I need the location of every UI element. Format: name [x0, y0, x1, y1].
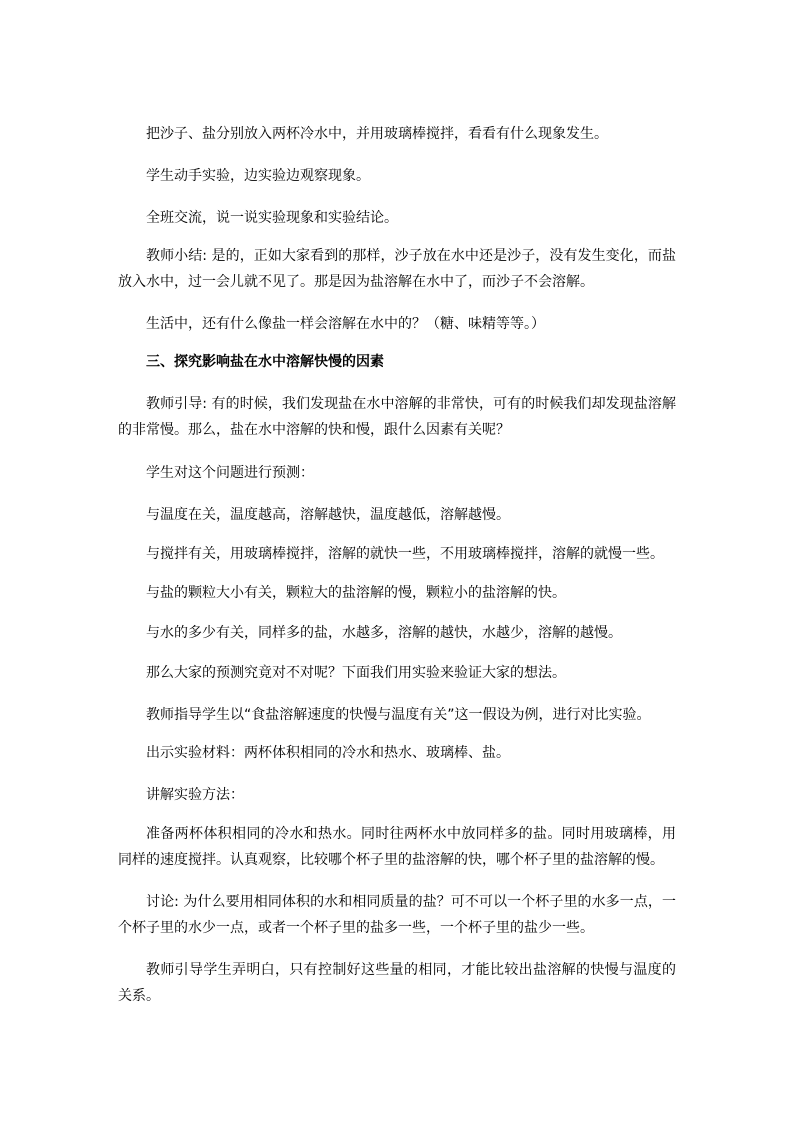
paragraph-verify-prediction: 那么大家的预测究竟对不对呢？下面我们用实验来验证大家的想法。 — [146, 665, 566, 681]
paragraph-daily-life-question: 生活中，还有什么像盐一样会溶解在水中的？（糖、味精等等。） — [146, 316, 545, 332]
paragraph-teacher-summary: 教师小结: 是的，正如大家看到的那样，沙子放在水中还是沙子，没有发生变化，而盐放入水中，过一会儿就不见了。那是因为盐溶解在水中了，而沙子不会溶解。 — [118, 248, 676, 290]
paragraph-method-intro: 讲解实验方法： — [146, 787, 244, 803]
paragraph-experiment-materials: 出示实验材料：两杯体积相同的冷水和热水、玻璃棒、盐。 — [146, 745, 510, 761]
paragraph-prediction-water-amount: 与水的多少有关，同样多的盐，水越多，溶解的越快，水越少，溶解的越慢。 — [146, 625, 622, 641]
paragraph-discussion-variables: 讨论: 为什么要用相同体积的水和相同质量的盐？可不可以一个杯子里的水多一点，一个杯子里的水少一点，或者一个杯子里的盐多一些，一个杯子里的盐少一些。 — [118, 894, 676, 936]
paragraph-teacher-guidance: 教师引导: 有的时候，我们发现盐在水中溶解的非常快，可有的时候我们却发现盐溶解的非常慢。那么，盐在水中溶解的快和慢，跟什么因素有关呢？ — [118, 396, 676, 438]
paragraph-prediction-particle-size: 与盐的颗粒大小有关，颗粒大的盐溶解的慢，颗粒小的盐溶解的快。 — [146, 585, 566, 601]
paragraph-prediction-stirring: 与搅拌有关，用玻璃棒搅拌，溶解的就快一些，不用玻璃棒搅拌，溶解的就慢一些。 — [146, 546, 664, 562]
paragraph-control-variables: 教师引导学生弄明白，只有控制好这些量的相同，才能比较出盐溶解的快慢与温度的关系。 — [118, 962, 676, 1004]
section-heading-dissolving-factors: 三、探究影响盐在水中溶解快慢的因素 — [146, 354, 384, 370]
paragraph-class-discussion: 全班交流，说一说实验现象和实验结论。 — [146, 210, 398, 226]
paragraph-hypothesis-example: 教师指导学生以“食盐溶解速度的快慢与温度有关”这一假设为例，进行对比实验。 — [146, 707, 651, 723]
paragraph-method-details: 准备两杯体积相同的冷水和热水。同时往两杯水中放同样多的盐。同时用玻璃棒，用同样的速度搅拌。认真观察，比较哪个杯子里的盐溶解的快，哪个杯子里的盐溶解的慢。 — [118, 826, 676, 868]
paragraph-sand-salt-instruction: 把沙子、盐分别放入两杯冷水中，并用玻璃棒搅拌，看看有什么现象发生。 — [146, 126, 608, 142]
paragraph-student-prediction: 学生对这个问题进行预测： — [146, 465, 314, 481]
paragraph-prediction-temperature: 与温度在关，温度越高，溶解越快，温度越低，溶解越慢。 — [146, 507, 510, 523]
paragraph-student-experiment: 学生动手实验，边实验边观察现象。 — [146, 168, 370, 184]
